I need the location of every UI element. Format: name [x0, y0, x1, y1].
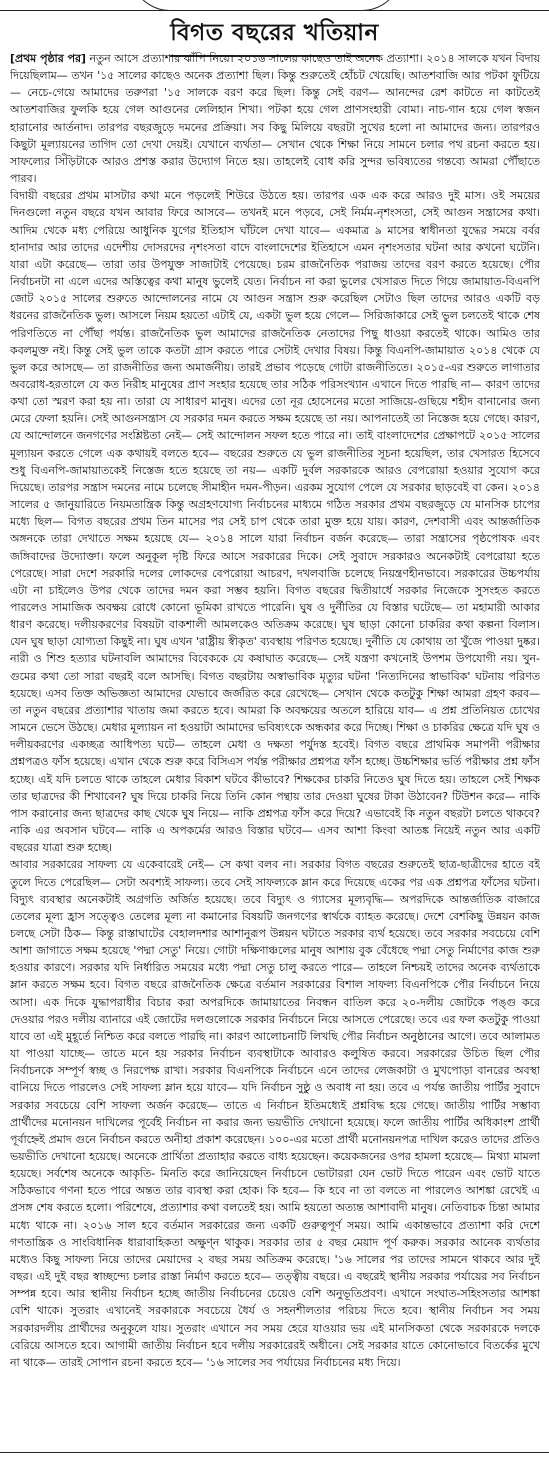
article-title: বিগত বছরের খতিয়ান: [170, 14, 378, 57]
article-paragraph: আবার সরকারের সাফল্য যে একেবারেই নেই— সে কথা বলব না। সরকার বিগত বছরের শুরুতেই ছাত্র-ছাত্রীদের হাতে বই তুলে দিতে পেরেছিল— সেটা অবশ্যই সাফল্য। তবে সেই সাফল্যকে ম্লান করে দিয়েছে একের পর এক প্রশ্নপত্র ফাঁসের ঘটনা। বিদ্যুৎ ব্যবস্থার অনেকটাই অগ্রগতি অর্জিত হয়েছে। তবে বিদ্যুৎ ও গ্যাসের মূল্যবৃদ্ধি— অপরদিকে আন্তর্জাতিক বাজারে তেলের মূল্য হ্রাস সত্ত্বেও তেলের মূল্য না কমানোর বিষয়টি জনগণের স্বার্থকে ব্যাহত করেছে। দেশে বেশকিছু উন্নয়ন কাজ চলছে সেটা ঠিক— কিন্তু রাস্তাঘাটের বেহালদশার আশানুরূপ উন্নয়ন ঘটাতে সরকার ব্যর্থ হয়েছে। তবে সরকার সবচেয়ে বেশি আশা জাগাতে সক্ষম হয়েছে 'পদ্মা সেতু' নিয়ে। গোটা দক্ষিণাঞ্চলের মানুষ আশায় বুক বেঁধেছে পদ্মা সেতু নির্মাণের কাজ শুরু হওয়ার কারণে। সরকার যদি নির্ধারিত সময়ের মধ্যে পদ্মা সেতু চালু করতে পারে— তাহলে নিশ্চয়ই তাদের অনেক ব্যর্থতাকে ম্লান করতে সক্ষম হবে। বিগত বছরে রাজনৈতিক ক্ষেত্রে বর্তমান সরকারের বিশাল সাফল্য বিএনপিকে পৌর নির্বাচনে নিয়ে আসা। এক দিকে যুদ্ধাপরাধীর বিচার করা অপরদিকে জামায়াতের নিবন্ধন বাতিল করে ২০-দলীয় জোটকে পঙ্গু করে দেওয়ার পরও দলীয় ব্যানারে এই জোটের দলগুলোকে সরকার নির্বাচনে নিয়ে আসতে পেরেছে। তবে এর ফল কতটুকু পাওয়া যাবে তা এই মুহূর্তে নিশ্চিত করে বলতে পারছি না। কারণ আলোচনাটি লিখছি পৌর নির্বাচন অনুষ্ঠানের আগে। তবে আলামত যা পাওয়া যাচ্ছে— তাতে মনে হয় সরকার নির্বাচন ব্যবস্থাটাকে আবারও কলুষিত করবে। সরকারের উচিত ছিল পৌর নির্বাচনকে সম্পূর্ণ স্বচ্ছ ও নিরপেক্ষ রাখা। সরকার বিএনপিকে নির্বাচনে এনে তাদের লেজকাটা ও মুখপোড়া বানরের অবস্থা বানিয়ে দিতে পারলেও সেই সাফল্য ম্লান হয়ে যাবে— যদি নির্বাচন সুষ্ঠু ও অবাধ না হয়। তবে এ পর্যন্ত জাতীয় পার্টির সুবাদে সরকার সবচেয়ে বেশি সাফল্য অর্জন করেছে— তাতে এ নির্বাচন ইতিমধ্যেই প্রশ্নবিদ্ধ হয়ে গেছে। জাতীয় পার্টির সম্ভাব্য প্রার্থীদের মনোনয়ন দাখিলের পূর্বেই নির্বাচন না করার জন্য ভয়ভীতি দেখানো হয়েছে। ফলে জাতীয় পার্টির অধিকাংশ প্রার্থী পূর্বাহ্নেই প্রমাদ গুনে নির্বাচন করতে অনীহা প্রকাশ করেছেন। ১০০-এর মতো প্রার্থী মনোনয়নপত্র দাখিল করেও তাদের প্রতিও ভয়ভীতি দেখানো হয়েছে। অনেকে প্রার্থিতা প্রত্যাহার করতে বাধ্য হয়েছেন। কয়েকজনের ওপর হামলা হয়েছে— মিথ্যা মামলা হয়েছে। সর্বশেষ অনেকে আকৃতি- মিনতি করে জানিয়েছেন নির্বাচনে ভোটাররা যেন ভোট দিতে পারেন এবং ভোট যাতে সঠিকভাবে গণনা হতে পারে অন্তত তার ব্যবস্থা করা হোক। কি হবে— কি হবে না তা বলতে না পারলেও আশঙ্কা রেখেই এ প্রসঙ্গ শেষ করতে হলো। পরিশেষে, প্রত্যাশার কথা বলতেই হয়। আমি হয়তো অত্যন্ত আশাবাদী মানুষ। নেতিবাচক চিন্তা আমার মধ্যে থাকে না। ২০১৬ সাল হবে বর্তমান সরকারের জন্য একটি গুরুত্বপূর্ণ সময়। আমি একান্তভাবে প্রত্যাশা করি দেশে গণতান্ত্রিক ও সাংবিধানিক ধারাবাহিকতা অক্ষুণ্ন থাকুক। সরকার তার ৫ বছর মেয়াদ পূর্ণ করুক। সরকার আনেক ব্যর্থতার মধ্যেও কিছু সাফল্য নিয়ে তাদের মেয়াদের ২ বছর সময় অতিক্রম করেছে। '১৬ সালের পর তাদের সামনে থাকবে আর দুই বছর। এই দুই বছর স্বাচ্ছন্দ্যে চলার রাস্তা নির্মাণ করতে হবে— তত্ত্বীয় বছরে। এ বছরেই স্থানীয় সরকার পর্যায়ের সব নির্বাচন সম্পন্ন হবে। আর স্থানীয় নির্বাচন হচ্ছে জাতীয় নির্বাচনের চেয়েও বেশি অনুভূতিপ্রবণ। এখানে সংঘাত-সহিংসতার আশঙ্কা বেশি থাকে। সুতরাং এখানেই সরকারকে সবচেয়ে ধৈর্য ও সহনশীলতার পরিচয় দিতে হবে। স্থানীয় নির্বাচন সব সময় সরকারদলীয় প্রার্থীদের অনুকূলে যায়। সুতরাং এখানে সব সময় হেরে যাওয়ার ভয় এই মানসিকতা থেকে সরকারকে দলকে বেরিয়ে আসতে হবে। আগামী জাতীয় নির্বাচন হবে দলীয় সরকারেরই অধীনে। সেই সরকার যাতে কোনোভাবে বিতর্কের মুখে না থাকে— তারই সোপান রচনা করতে হবে— '১৬ সালের সব পর্যায়ের নির্বাচনের মধ্য দিয়ে।: [10, 858, 540, 1369]
continued-from-label: [প্রথম পৃষ্ঠার পর]: [10, 52, 86, 65]
article-paragraph: [10, 50, 540, 187]
bottom-divider-line: [0, 1452, 549, 1453]
paragraph-text: নতুন আসে প্রত্যাশার ঝাঁপি নিয়ে। ২০১৬ সালের কাছেও তাই অনেক প্রত্যাশা। ২০১৪ সালকে যখন বিদায় দিয়েছিলাম— তখন '১৫ সালের কাছেও অনেক প্রত্যাশা ছিল। কিন্তু শুরুতেই হোঁচট খেয়েছি। আতশবাজি আর পটকা ফুটিয়ে— নেচে-গেয়ে আমাদের তরুণরা '১৫ সালকে বরণ করে ছিল। কিন্তু সেই বরণ— আনন্দের রেশ কাটতে না কাটতেই আতশবাজির ফুলকি হয়ে গেল আগুনের লেলিহান শিখা। পটকা হয়ে গেল প্রাণসংহারী বোমা। নাচ-গান হয়ে গেল স্বজন হারানোর আর্তনাদ। তারপর বছরজুড়ে দমনের প্রক্রিয়া। সব কিছু মিলিয়ে বছরটা সুখের হলো না আমাদের জন্য। তারপরও কিছুটা মূল্যায়নের তাগিদ তো দেখা দেয়ই। যেখানে ব্যর্থতা— সেখান থেকে শিক্ষা নিয়ে সামনে চলার পথ রচনা করতে হয়। সাফল্যের সিঁড়িটাকে আরও প্রশস্ত করার উদ্যোগ নিতে হয়। তাহলেই বোধ করি সুন্দর ভবিষ্যতের গন্তব্যে আমরা পৌঁছাতে পারব।: [10, 52, 540, 186]
article-body: [10, 50, 540, 1440]
top-divider-line: [0, 10, 549, 11]
article-paragraph: বিদায়ী বছরের প্রথম মাসটার কথা মনে পড়লেই শিউরে উঠতে হয়। তারপর এক এক করে আরও দুই মাস। ওই সময়ের দিনগুলো নতুন বছরে যখন আবার ফিরে আসবে— তখনই মনে পড়বে, সেই নির্মম-নৃশংসতা, সেই আগুন সন্ত্রাসের কথা। আদিম থেকে মধ্য পেরিয়ে আধুনিক যুগের ইতিহাস ঘাঁটলে দেখা যাবে— একমাত্র ৯ মাসের স্বাধীনতা যুদ্ধের সময়ে বর্বর হানাদার আর তাদের এদেশীয় দোসরদের নৃশংসতা বাদে বাংলাদেশের ইতিহাসে এমন নৃশংসতার ঘটনা আর কখনো ঘটেনি। যারা এটা করেছে— তারা তার উপযুক্ত সাজাটাই পেয়েছে। চরম রাজনৈতিক পরাজয় তাদের বরণ করতে হয়েছে। পৌর নির্বাচনটা না এলে এদের অস্তিত্বের কথা মানুষ ভুলেই যেত। নির্বাচন না করা ভুলের খেসারত দিতে গিয়ে জামায়াত-বিএনপি জোট ২০১৫ সালের শুরুতে আন্দোলনের নামে যে আগুন সন্ত্রাস শুরু করেছিল সেটাও ছিল তাদের আরও একটি বড় ধরনের রাজনৈতিক ভুল। আসলে নিয়ম হয়তো এটাই যে, একটা ভুল হয়ে গেলে— সিরিজাকারে সেই ভুল চলতেই থাকে শেষ পরিণতিতে না পৌঁছা পর্যন্ত। রাজনৈতিক ভুল আমাদের রাজনৈতিক নেতাদের পিছু ধাওয়া করতেই থাকে। আমিও তার কবলমুক্ত নই। কিন্তু সেই ভুল তাকে কতটা গ্রাস করতে পারে সেটাই দেখার বিষয়। কিন্তু বিএনপি-জামায়াত ২০১৪ থেকে যে ভুল করে আসছে— তা রাজনীতির জন্য অমার্জনীয়। তারই প্রভাব পড়েছে গোটা রাজনীতিতে। ২০১৫-এর শুরুতে লাগাতার অবরোধ-হরতালে যে কত নিরীহ মানুষের প্রাণ সংহার হয়েছে তার সঠিক পরিসংখ্যান এখানে দিতে পারছি না— কারণ তাদের কথা তো স্মরণ করা হয় না। তারা যে সাধারণ মানুষ। এদের তো নূর হোসেনের মতো সাজিয়ে-গুছিয়ে শহীদ বানানোর জন্য মেরে ফেলা হয়নি। সেই আগুনসন্ত্রাস যে সরকার দমন করতে সক্ষম হয়েছে তা নয়। আপনাতেই তা নিস্তেজ হয়ে গেছে। কারণ, যে আন্দোলনে জনগণের সংশ্লিষ্টতা নেই— সেই আন্দোলন সফল হতে পারে না। তাই বাংলাদেশের প্রেক্ষাপটে ২০১৫ সালের মূল্যায়ন করতে গেলে এক কথায়ই বলতে হবে— বছরের শুরুতে যে ভুল রাজনীতির সূচনা হয়েছিল, তার খেসারত হিসেবে শুধু বিএনপি-জামায়াতকেই নিস্তেজ হতে হয়েছে তা নয়— একটি দুর্বল সরকারকে আরও বেপরোয়া হওয়ার সুযোগ করে দিয়েছে। তারপর সন্ত্রাস দমনের নামে চলেছে সীমাহীন দমন-পীড়ন। এরকম সুযোগ পেলে যে সরকার ছাড়বেই বা কেন। ২০১৪ সালের ৫ জানুয়ারিতে নিয়মতান্ত্রিক কিন্তু অগ্রহণযোগ্য নির্বাচনের মাধ্যমে গঠিত সরকার প্রথম বছরজুড়ে যে মানসিক চাপের মধ্যে ছিল— বিগত বছরের প্রথম তিন মাসের পর সেই চাপ থেকে তারা মুক্ত হয়ে যায়। কারণ, দেশবাসী এবং আন্তর্জাতিক অঙ্গনকে তারা দেখাতে সক্ষম হয়েছে যে— ২০১৪ সালে যারা নির্বাচন বর্জন করেছে— তারা সন্ত্রাসের পৃষ্ঠপোষক এবং জঙ্গিবাদের উদ্যোক্তা। ফলে অনুকূল দৃষ্টি ফিরে আসে সরকারের দিকে। সেই সুবাদে সরকারও অনেকটাই বেপরোয়া হতে পেরেছে। সারা দেশে সরকারি দলের লোকদের বেপরোয়া আচরণ, দখলবাজি চলেছে নিয়ন্ত্রণহীনভাবে। সরকারের উচ্চপর্যায় এটা না চাইলেও উপর থেকে তাদের দমন করা সম্ভব হয়নি। বিগত বছরের দ্বিতীয়ার্ধে সরকার নিজেকে সুসংহত করতে পারলেও সামাজিক অবক্ষয় রোধে কোনো ভূমিকা রাখতে পারেনি। ঘুষ ও দুর্নীতির যে বিস্তার ঘটেছে— তা মহামারী আকার ধারণ করেছে। দলীয়করণের বিষয়টা বাকশালী আমলকেও অতিক্রম করেছে। ঘুষ ছাড়া কোনো চাকরির কথা কল্পনা বিলাস। যেন ঘুষ ছাড়া যোগ্যতা কিছুই না। ঘুষ এখন 'রাষ্ট্রীয় স্বীকৃত' ব্যবস্থায় পরিণত হয়েছে। দুর্নীতি যে কোথায় তা খুঁজে পাওয়া দুষ্কর। নারী ও শিশু হত্যার ঘটনাবলি আমাদের বিবেককে যে কষাঘাত করেছে— সেই যন্ত্রণা কখনোই উপশম উপযোগী নয়। খুন-গুমের কথা তো সারা বছরই বলে আসছি। বিগত বছরটায় অস্বাভাবিক মৃত্যুর ঘটনা 'নিত্যদিনের স্বাভাবিক' ঘটনায় পরিণত হয়েছে। এসব তিক্ত অভিজ্ঞতা আমাদের যেভাবে জর্জরিত করে রেখেছে— সেখান থেকে কতটুকু শিক্ষা আমরা গ্রহণ করব— তা নতুন বছরের প্রত্যাশার খাতায় জমা করতে হবে। আমরা কি অবক্ষয়ের অতলে হারিয়ে যাব— এ প্রশ্ন প্রতিনিয়ত চোখের সামনে ভেসে উঠছে। মেধার মূল্যায়ন না হওয়াটা আমাদের ভবিষ্যৎকে অন্ধকার করে দিচ্ছে। শিক্ষা ও চাকরির ক্ষেত্রে যদি ঘুষ ও দলীয়করণের একচ্ছত্র আধিপত্য ঘটে— তাহলে মেধা ও দক্ষতা পর্যুদস্ত হবেই। বিগত বছরে প্রাথমিক সমাপনী পরীক্ষার প্রশ্নপত্রও ফাঁস হয়েছে। এখান থেকে শুরু করে বিসিএস পর্যন্ত পরীক্ষার প্রশ্নপত্র ফাঁস হচ্ছে। উচ্চশিক্ষার ভর্তি পরীক্ষার প্রশ্ন ফাঁস হচ্ছে। এই যদি চলতে থাকে তাহলে মেধার বিকাশ ঘটবে কীভাবে? শিক্ষকের চাকরি নিতেও ঘুষ দিতে হয়। তাহলে সেই শিক্ষক তার ছাত্রদের কী শিখাবেন? ঘুষ দিয়ে চাকরি নিয়ে তিনি কোন পন্থায় তার দেওয়া ঘুষের টাকা উঠাবেন? টিউশন করে— নাকি পাস করানোর জন্য ছাত্রদের কাছ থেকে ঘুষ নিয়ে— নাকি প্রশ্নপত্র ফাঁস করে দিয়ে? এভাবেই কি নতুন বছরটা চলতে থাকবে? নাকি এর অবসান ঘটবে— নাকি এ অপকর্মের আরও বিস্তার ঘটবে— এসব আশা কিংবা আতঙ্ক নিয়েই নতুন আর একটি বছরের যাত্রা শুরু হচ্ছে।: [10, 189, 540, 855]
header-frame: [0, 0, 549, 14]
